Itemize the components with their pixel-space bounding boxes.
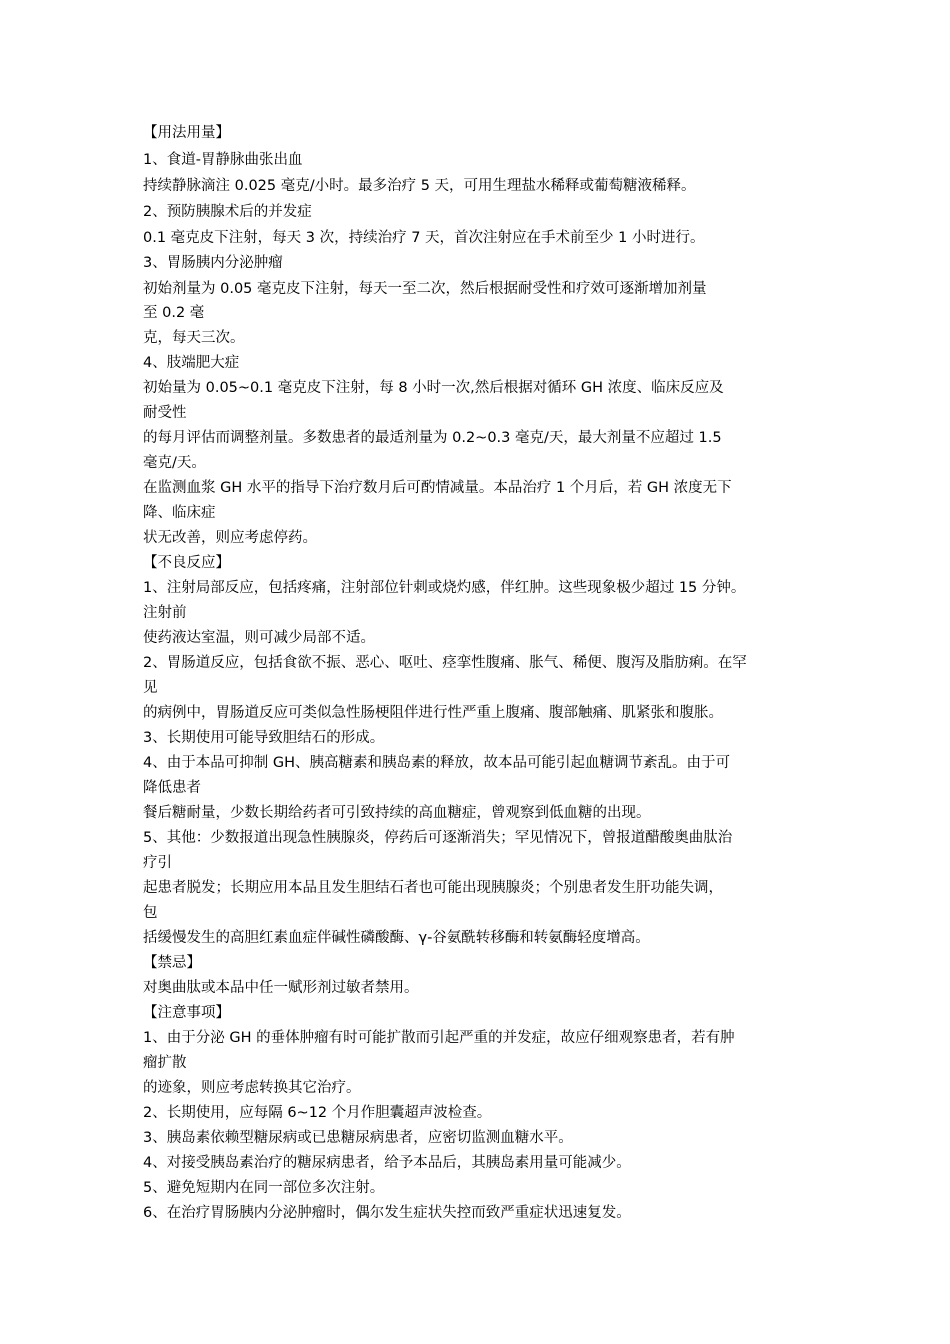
text-line: 1、由于分泌 GH 的垂体肿瘤有时可能扩散而引起严重的并发症，故应仔细观察患者，若有肿: [143, 1030, 735, 1046]
text-line: 至 0.2 毫: [143, 305, 205, 321]
text-line: 瘤扩散: [143, 1055, 187, 1071]
text-line: 餐后糖耐量，少数长期给药者可引致持续的高血糖症，曾观察到低血糖的出现。: [143, 805, 651, 821]
text-line: 4、由于本品可抑制 GH、胰高糖素和胰岛素的释放，故本品可能引起血糖调节紊乱。由于可: [143, 755, 730, 771]
text-line: 4、对接受胰岛素治疗的糖尿病患者，给予本品后，其胰岛素用量可能减少。: [143, 1155, 631, 1171]
text-line: 3、胰岛素依赖型糖尿病或已患糖尿病患者，应密切监测血糖水平。: [143, 1130, 573, 1146]
text-line: 初始剂量为 0.05 毫克皮下注射，每天一至二次，然后根据耐受性和疗效可逐渐增加剂量: [143, 281, 707, 297]
text-line: 2、预防胰腺术后的并发症: [143, 204, 312, 220]
text-line: 1、食道-胃静脉曲张出血: [143, 152, 303, 168]
text-line: 初始量为 0.05~0.1 毫克皮下注射，每 8 小时一次,然后根据对循环 GH 浓度、临床反应及: [143, 380, 724, 396]
text-line: 包: [143, 905, 158, 921]
text-line: 使药液达室温，则可减少局部不适。: [143, 630, 375, 646]
text-line: 见: [143, 680, 158, 696]
text-line: 3、胃肠胰内分泌肿瘤: [143, 255, 283, 271]
text-line: 降低患者: [143, 780, 201, 796]
text-line: 2、长期使用，应每隔 6~12 个月作胆囊超声波检查。: [143, 1105, 492, 1121]
text-line: 克，每天三次。: [143, 330, 245, 346]
text-line: 1、注射局部反应，包括疼痛，注射部位针刺或烧灼感，伴红肿。这些现象极少超过 15 分钟。: [143, 580, 746, 596]
text-line: 耐受性: [143, 405, 187, 421]
text-line: 的每月评估而调整剂量。多数患者的最适剂量为 0.2~0.3 毫克/天，最大剂量不应超过 1.5: [143, 430, 722, 446]
text-line: 6、在治疗胃肠胰内分泌肿瘤时，偶尔发生症状失控而致严重症状迅速复发。: [143, 1205, 631, 1221]
text-line: 毫克/天。: [143, 455, 206, 471]
text-line: 括缓慢发生的高胆红素血症伴碱性磷酸酶、γ-谷氨酰转移酶和转氨酶轻度增高。: [143, 930, 650, 946]
text-line: 的迹象，则应考虑转换其它治疗。: [143, 1080, 361, 1096]
text-line: 持续静脉滴注 0.025 毫克/小时。最多治疗 5 天，可用生理盐水稀释或葡萄糖液稀释。: [143, 178, 696, 194]
section-heading-precautions: 【注意事项】: [143, 1005, 230, 1021]
text-line: 5、避免短期内在同一部位多次注射。: [143, 1180, 385, 1196]
text-line: 注射前: [143, 605, 187, 621]
text-line: 降、临床症: [143, 505, 216, 521]
text-line: 在监测血浆 GH 水平的指导下治疗数月后可酌情减量。本品治疗 1 个月后，若 GH 浓度无下: [143, 480, 732, 496]
section-heading-adverse-reactions: 【不良反应】: [143, 555, 230, 571]
text-line: 0.1 毫克皮下注射，每天 3 次，持续治疗 7 天，首次注射应在手术前至少 1 小时进行。: [143, 230, 705, 246]
section-heading-dosage: 【用法用量】: [143, 125, 230, 141]
text-line: 3、长期使用可能导致胆结石的形成。: [143, 730, 385, 746]
text-line: 2、胃肠道反应，包括食欲不振、恶心、呕吐、痉挛性腹痛、胀气、稀便、腹泻及脂肪痢。在罕: [143, 655, 747, 671]
text-line: 5、其他：少数报道出现急性胰腺炎，停药后可逐渐消失；罕见情况下，曾报道醋酸奥曲肽治: [143, 830, 733, 846]
text-line: 状无改善，则应考虑停药。: [143, 530, 317, 546]
text-line: 的病例中，胃肠道反应可类似急性肠梗阻伴进行性严重上腹痛、腹部触痛、肌紧张和腹胀。: [143, 705, 723, 721]
text-line: 对奥曲肽或本品中任一赋形剂过敏者禁用。: [143, 980, 419, 996]
text-line: 4、肢端肥大症: [143, 355, 240, 371]
text-line: 起患者脱发；长期应用本品且发生胆结石者也可能出现胰腺炎；个别患者发生肝功能失调，: [143, 880, 723, 896]
text-line: 疗引: [143, 855, 172, 871]
section-heading-contraindications: 【禁忌】: [143, 955, 201, 971]
